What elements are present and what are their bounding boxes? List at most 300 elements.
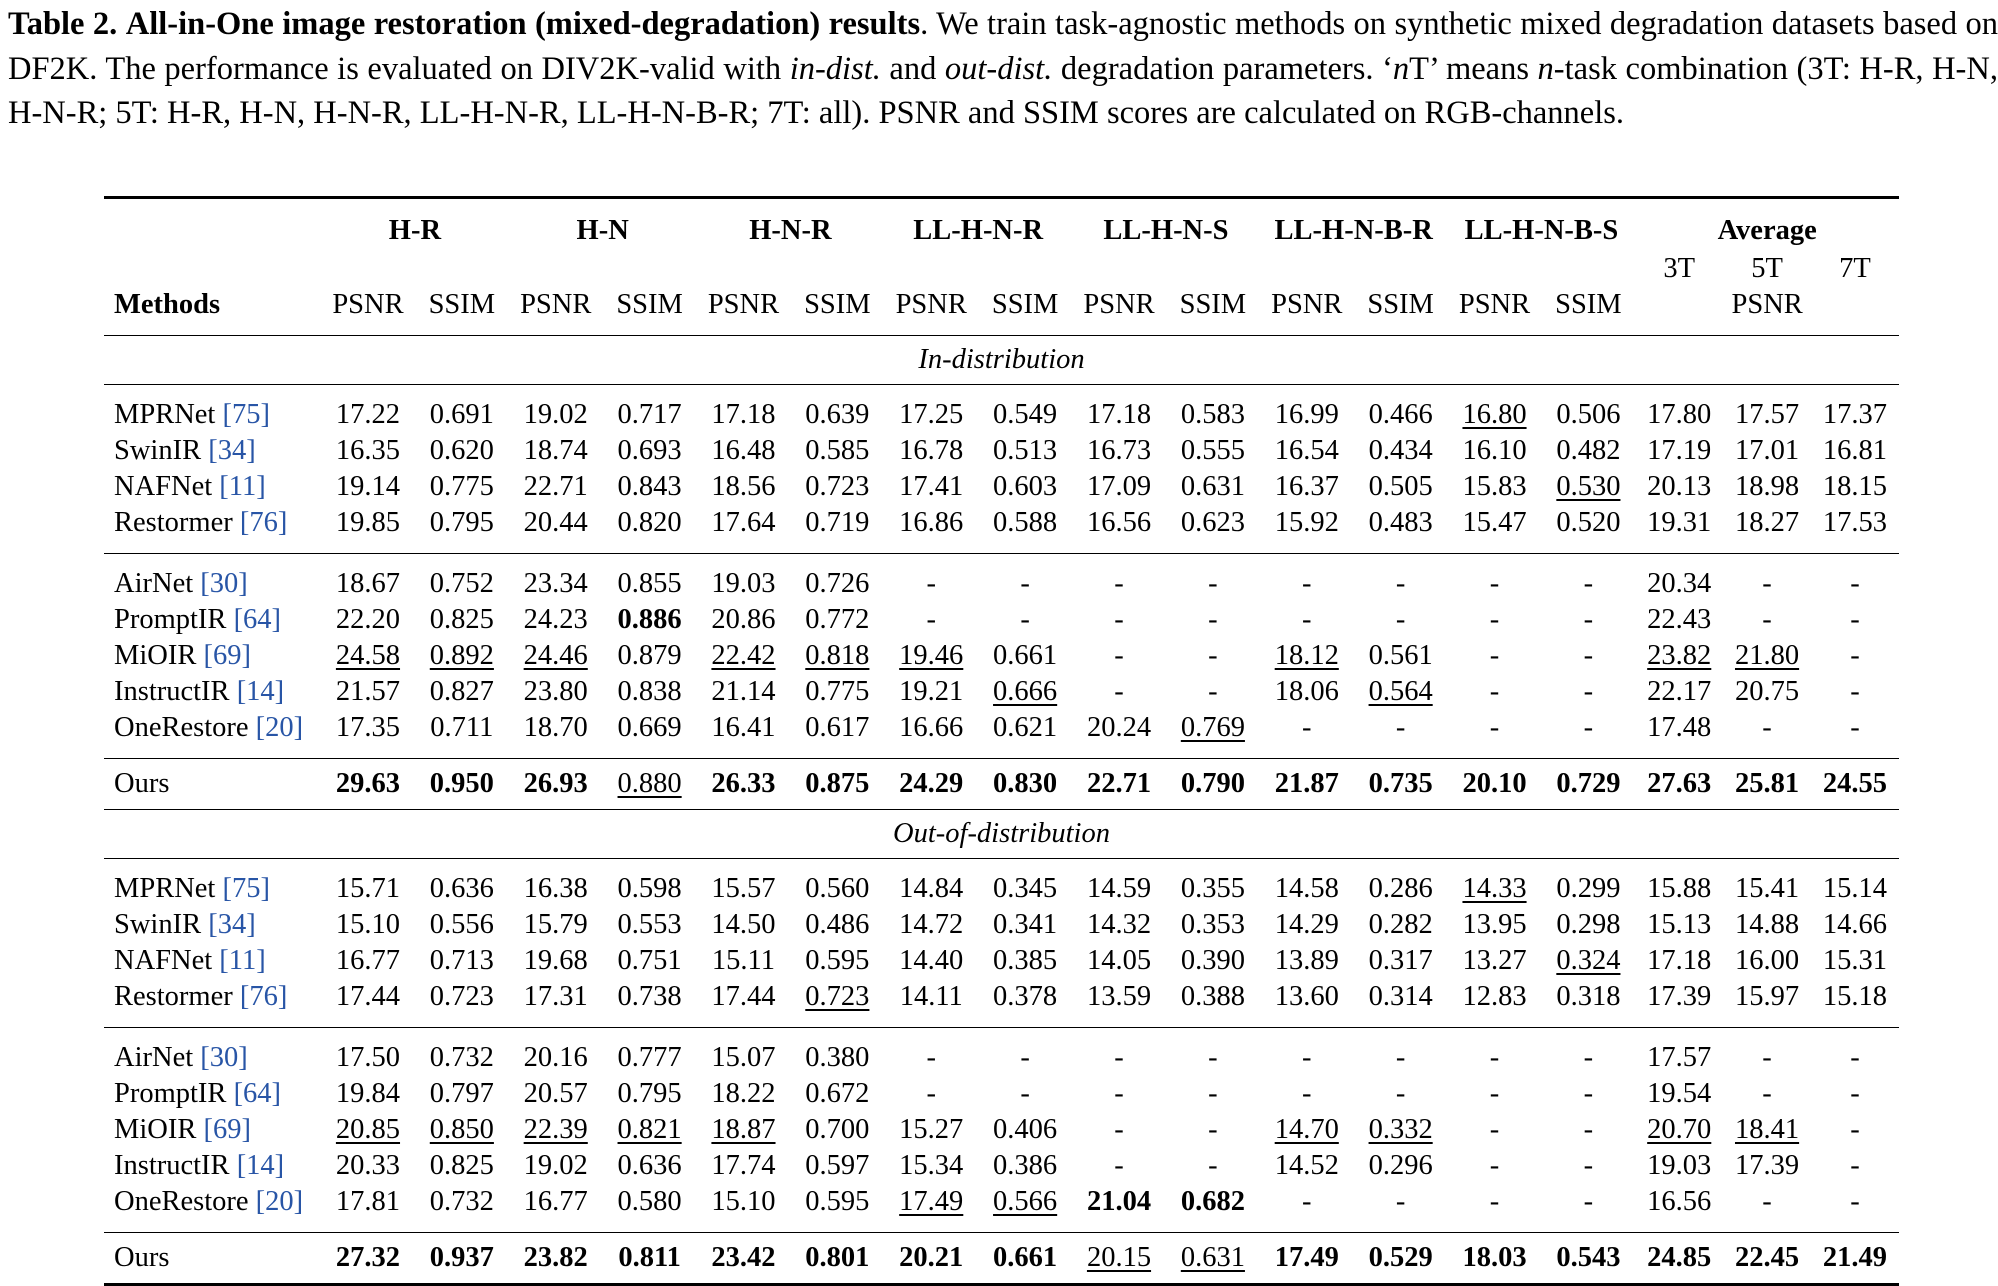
cell-value: 15.31 (1822, 945, 1888, 976)
value-cell (1354, 710, 1448, 759)
cell-value: 12.83 (1462, 981, 1527, 1012)
cell-value: 19.54 (1647, 1078, 1712, 1109)
value-cell (1166, 1233, 1260, 1285)
value-cell (884, 943, 978, 979)
value-cell (1166, 943, 1260, 979)
value-cell (603, 710, 697, 759)
value-cell (1260, 554, 1354, 603)
value-cell (697, 907, 791, 943)
value-cell (415, 433, 509, 469)
value-cell (603, 602, 697, 638)
cell-value: 21.87 (1274, 768, 1339, 799)
cell-value: 14.29 (1274, 909, 1339, 940)
value-cell (603, 907, 697, 943)
value-cell (790, 433, 884, 469)
value-cell (1811, 505, 1899, 554)
value-cell (1635, 1112, 1723, 1148)
value-cell (321, 505, 415, 554)
citation-link[interactable]: [11] (219, 945, 266, 976)
cell-value: 22.20 (335, 604, 401, 635)
cell-value: - (1302, 1042, 1312, 1073)
value-cell (1723, 1148, 1811, 1184)
cell-value: - (1489, 1186, 1500, 1217)
cell-value: 17.09 (1086, 471, 1152, 502)
citation-link[interactable]: [64] (233, 1078, 282, 1109)
cell-value: - (1302, 1186, 1312, 1217)
cell-value: 0.317 (1368, 945, 1433, 976)
cell-value: 26.93 (523, 768, 588, 799)
value-cell (1541, 554, 1635, 603)
cell-value: 17.74 (711, 1150, 776, 1181)
cell-value: - (1395, 1042, 1406, 1073)
cell-value: - (926, 568, 936, 599)
value-cell (790, 979, 884, 1028)
value-cell (1260, 433, 1354, 469)
value-cell (1541, 469, 1635, 505)
cell-value: - (1850, 568, 1860, 599)
cell-value: 17.35 (335, 712, 401, 743)
value-cell (1072, 674, 1166, 710)
cell-value: - (1020, 1078, 1030, 1109)
table-caption (8, 2, 1998, 136)
col-group-header: H-N-R (697, 198, 885, 252)
value-cell (415, 469, 509, 505)
value-cell (321, 385, 415, 434)
value-cell (1072, 469, 1166, 505)
method-name: PromptIR (114, 604, 227, 635)
cell-value: 19.02 (523, 1150, 588, 1181)
value-cell (603, 385, 697, 434)
cell-value: 0.751 (617, 945, 682, 976)
value-cell (1541, 1148, 1635, 1184)
value-cell (415, 710, 509, 759)
value-cell (1635, 1184, 1723, 1233)
cell-value: 0.553 (617, 909, 682, 940)
value-cell (509, 1028, 603, 1077)
metric-header: SSIM (804, 289, 871, 320)
caption-text: -task combination (3T: H-R, H-N, H-N-R; 5T: H-R, H-N, H-N-R, LL-H-N-R, LL-H-N-B-R; 7T: all). PSNR and SSIM scores are calculated on RGB-channels. (8, 50, 1998, 131)
cell-value: 18.12 (1274, 640, 1339, 671)
citation-link[interactable]: [69] (203, 640, 251, 671)
cell-value: 17.31 (523, 981, 588, 1012)
value-cell (1723, 1112, 1811, 1148)
value-cell (509, 979, 603, 1028)
cell-value: 19.02 (523, 399, 588, 430)
table-row (104, 469, 1899, 505)
cell-value: 24.55 (1822, 768, 1888, 799)
cell-value: 15.88 (1647, 873, 1712, 904)
value-cell (1723, 433, 1811, 469)
col-group-header: H-N (509, 198, 697, 252)
cell-value: 0.713 (429, 945, 494, 976)
value-cell (1354, 674, 1448, 710)
cell-value: 15.18 (1822, 981, 1888, 1012)
value-cell (884, 907, 978, 943)
citation-link[interactable]: [69] (203, 1114, 251, 1145)
cell-value: 17.48 (1647, 712, 1712, 743)
cell-value: 0.505 (1368, 471, 1433, 502)
value-cell (1166, 979, 1260, 1028)
value-cell (1448, 505, 1542, 554)
value-cell (1260, 710, 1354, 759)
method-name: PromptIR (114, 1078, 227, 1109)
citation-link[interactable]: [11] (219, 471, 266, 502)
value-cell (1166, 1028, 1260, 1077)
value-cell (509, 602, 603, 638)
cell-value: 0.345 (993, 873, 1058, 904)
citation-link[interactable]: [34] (208, 909, 256, 940)
cell-value: 0.723 (805, 981, 870, 1012)
caption-text: degradation parameters. ‘ (1052, 50, 1393, 87)
cell-value: 0.560 (805, 873, 870, 904)
value-cell (321, 554, 415, 603)
cell-value: 0.672 (805, 1078, 870, 1109)
cell-value: 14.40 (899, 945, 964, 976)
cell-value: 0.598 (617, 873, 682, 904)
value-cell (1541, 505, 1635, 554)
cell-value: - (1208, 1150, 1218, 1181)
cell-value: 0.583 (1180, 399, 1245, 430)
cell-value: 22.39 (523, 1114, 588, 1145)
cell-value: 0.772 (805, 604, 870, 635)
method-name-cell (104, 674, 321, 710)
value-cell (697, 1233, 791, 1285)
value-cell (415, 1148, 509, 1184)
cell-value: 17.41 (899, 471, 964, 502)
value-cell (321, 1028, 415, 1077)
value-cell (697, 1076, 791, 1112)
cell-value: 18.22 (711, 1078, 776, 1109)
cell-value: - (1583, 1114, 1594, 1145)
value-cell (1260, 907, 1354, 943)
table-row (104, 1028, 1899, 1077)
cell-value: 16.77 (335, 945, 401, 976)
cell-value: 14.72 (899, 909, 964, 940)
cell-value: - (926, 1078, 936, 1109)
value-cell (415, 907, 509, 943)
col-group-header: LL-H-N-B-R (1260, 198, 1448, 252)
value-cell (321, 710, 415, 759)
cell-value: 21.14 (711, 676, 776, 707)
cell-value: 18.03 (1462, 1242, 1527, 1273)
value-cell (978, 433, 1072, 469)
value-cell (884, 638, 978, 674)
method-name: OneRestore (114, 1186, 249, 1217)
citation-link[interactable]: [30] (200, 568, 248, 599)
value-cell (790, 1148, 884, 1184)
value-cell (1448, 1112, 1542, 1148)
method-name: Ours (104, 759, 321, 810)
avg-col-header: 7T (1839, 253, 1871, 284)
method-name: SwinIR (114, 435, 202, 466)
cell-value: 0.561 (1368, 640, 1433, 671)
caption-text: . We train task-agnostic methods on synthetic mixed degradation datasets based on DF2K. The performance is evaluated on DIV2K-valid with (8, 6, 1998, 87)
table-row (104, 1076, 1899, 1112)
cell-value: 16.81 (1822, 435, 1888, 466)
value-cell (884, 1233, 978, 1285)
value-cell (1448, 469, 1542, 505)
cell-value: 15.79 (523, 909, 588, 940)
col-group-header: LL-H-N-B-S (1448, 198, 1636, 252)
value-cell (1635, 979, 1723, 1028)
value-cell (884, 554, 978, 603)
table-body (104, 336, 1899, 1285)
results-table (104, 196, 1899, 1286)
cell-value: - (1114, 604, 1124, 635)
value-cell (978, 602, 1072, 638)
value-cell (978, 1148, 1072, 1184)
cell-value: 20.44 (523, 507, 588, 538)
value-cell (1354, 469, 1448, 505)
value-cell (1723, 979, 1811, 1028)
cell-value: 15.97 (1734, 981, 1800, 1012)
value-cell (603, 979, 697, 1028)
cell-value: - (1583, 1042, 1594, 1073)
cell-value: 17.57 (1647, 1042, 1712, 1073)
cell-value: - (1850, 1114, 1860, 1145)
cell-value: - (1114, 640, 1124, 671)
cell-value: 0.937 (429, 1242, 494, 1273)
table-row (104, 1184, 1899, 1233)
table-row (104, 1112, 1899, 1148)
citation-link[interactable]: [64] (233, 604, 282, 635)
cell-value: 0.585 (805, 435, 870, 466)
table-row (104, 907, 1899, 943)
value-cell (415, 1233, 509, 1285)
value-cell (1448, 907, 1542, 943)
value-cell (1072, 859, 1166, 908)
value-cell (415, 638, 509, 674)
caption-out-dist: out-dist. (944, 50, 1053, 87)
citation-link[interactable]: [75] (222, 873, 270, 904)
cell-value: - (1850, 1078, 1860, 1109)
value-cell (509, 554, 603, 603)
cell-value: 29.63 (335, 768, 401, 799)
value-cell (1635, 602, 1723, 638)
value-cell (415, 1028, 509, 1077)
cell-value: 0.875 (805, 768, 870, 799)
value-cell (790, 505, 884, 554)
value-cell (1166, 638, 1260, 674)
method-name: SwinIR (114, 909, 202, 940)
cell-value: 0.623 (1180, 507, 1245, 538)
method-name: AirNet (114, 568, 194, 599)
cell-value: - (1762, 568, 1772, 599)
cell-value: 20.16 (523, 1042, 588, 1073)
value-cell (1448, 1184, 1542, 1233)
cell-value: - (1583, 1078, 1594, 1109)
cell-value: 14.52 (1274, 1150, 1339, 1181)
cell-value: - (1020, 568, 1030, 599)
cell-value: 17.22 (335, 399, 401, 430)
metric-header: PSNR (895, 289, 967, 320)
cell-value: 0.880 (617, 768, 682, 799)
method-name-cell (104, 710, 321, 759)
value-cell (1354, 1028, 1448, 1077)
value-cell (321, 943, 415, 979)
method-name-cell (104, 859, 321, 908)
citation-link[interactable]: [34] (208, 435, 256, 466)
citation-link[interactable]: [30] (200, 1042, 248, 1073)
cell-value: - (1208, 1078, 1218, 1109)
header-cell (321, 251, 1635, 287)
cell-value: 17.81 (335, 1186, 401, 1217)
value-cell (603, 1233, 697, 1285)
value-cell (1354, 859, 1448, 908)
cell-value: 16.66 (899, 712, 964, 743)
cell-value: 14.58 (1274, 873, 1339, 904)
value-cell (697, 979, 791, 1028)
value-cell (697, 1112, 791, 1148)
cell-value: - (1850, 604, 1860, 635)
method-name: InstructIR (114, 1150, 230, 1181)
cell-value: 18.41 (1734, 1114, 1800, 1145)
cell-value: - (1302, 604, 1312, 635)
cell-value: 0.299 (1556, 873, 1621, 904)
cell-value: 18.98 (1734, 471, 1800, 502)
cell-value: - (1114, 1078, 1124, 1109)
cell-value: 22.45 (1734, 1242, 1800, 1273)
cell-value: 15.07 (711, 1042, 776, 1073)
value-cell (790, 1028, 884, 1077)
cell-value: 0.390 (1180, 945, 1245, 976)
value-cell (884, 1076, 978, 1112)
value-cell (509, 505, 603, 554)
value-cell (1166, 907, 1260, 943)
cell-value: 13.59 (1086, 981, 1152, 1012)
value-cell (321, 979, 415, 1028)
cell-value: - (1208, 640, 1218, 671)
cell-value: 14.59 (1086, 873, 1152, 904)
value-cell (884, 602, 978, 638)
value-cell (509, 1112, 603, 1148)
value-cell (697, 674, 791, 710)
cell-value: 19.46 (899, 640, 964, 671)
value-cell (509, 1184, 603, 1233)
value-cell (978, 469, 1072, 505)
value-cell (697, 505, 791, 554)
cell-value: - (1489, 1114, 1500, 1145)
cell-value: 0.661 (993, 1242, 1058, 1273)
value-cell (790, 1233, 884, 1285)
value-cell (1635, 859, 1723, 908)
cell-value: 17.57 (1734, 399, 1800, 430)
cell-value: 20.86 (711, 604, 776, 635)
citation-link[interactable]: [76] (239, 981, 288, 1012)
cell-value: 15.71 (335, 873, 401, 904)
cell-value: 15.34 (899, 1150, 964, 1181)
value-cell (1448, 554, 1542, 603)
cell-value: 17.19 (1647, 435, 1712, 466)
value-cell (509, 1233, 603, 1285)
value-cell (603, 505, 697, 554)
cell-value: 0.386 (993, 1150, 1058, 1181)
value-cell (884, 859, 978, 908)
cell-value: 16.86 (899, 507, 964, 538)
citation-link[interactable]: [14] (236, 676, 285, 707)
value-cell (509, 469, 603, 505)
cell-value: 27.63 (1647, 768, 1712, 799)
cell-value: - (1850, 1186, 1860, 1217)
citation-link[interactable]: [76] (239, 507, 288, 538)
cell-value: 0.801 (805, 1242, 870, 1273)
value-cell (603, 554, 697, 603)
cell-value: 0.790 (1180, 768, 1245, 799)
value-cell (1354, 1148, 1448, 1184)
value-cell (978, 979, 1072, 1028)
cell-value: 18.70 (523, 712, 588, 743)
citation-link[interactable]: [20] (255, 712, 304, 743)
method-name-cell (104, 1112, 321, 1148)
cell-value: 17.37 (1822, 399, 1888, 430)
cell-value: 21.57 (335, 676, 401, 707)
cell-value: 14.11 (899, 981, 963, 1012)
citation-link[interactable]: [14] (236, 1150, 285, 1181)
cell-value: 0.691 (429, 399, 494, 430)
cell-value: - (1302, 712, 1312, 743)
value-cell (1072, 1148, 1166, 1184)
value-cell (1166, 433, 1260, 469)
cell-value: - (1020, 604, 1030, 635)
value-cell (1811, 1233, 1899, 1285)
cell-value: - (1114, 1150, 1124, 1181)
value-cell (603, 469, 697, 505)
method-name-cell (104, 554, 321, 603)
value-cell (790, 943, 884, 979)
cell-value: 23.80 (523, 676, 588, 707)
cell-value: 0.775 (805, 676, 870, 707)
value-cell (603, 1112, 697, 1148)
method-name: MiOIR (114, 1114, 197, 1145)
value-cell (1635, 1233, 1723, 1285)
cell-value: - (1114, 1042, 1124, 1073)
citation-link[interactable]: [75] (222, 399, 270, 430)
metric-header: PSNR (1083, 289, 1155, 320)
cell-value: 0.700 (805, 1114, 870, 1145)
value-cell (790, 859, 884, 908)
col-group-header: LL-H-N-S (1072, 198, 1260, 252)
cell-value: 13.27 (1462, 945, 1527, 976)
cell-value: - (1583, 1186, 1594, 1217)
value-cell (1354, 554, 1448, 603)
cell-value: 15.41 (1734, 873, 1800, 904)
value-cell (790, 1112, 884, 1148)
value-cell (321, 674, 415, 710)
cell-value: 16.77 (523, 1186, 588, 1217)
section-title: Out-of-distribution (104, 810, 1899, 859)
cell-value: 0.332 (1368, 1114, 1433, 1145)
cell-value: 0.735 (1368, 768, 1433, 799)
citation-link[interactable]: [20] (255, 1186, 304, 1217)
value-cell (884, 1028, 978, 1077)
value-cell (790, 554, 884, 603)
value-cell (1448, 638, 1542, 674)
value-cell (1541, 1184, 1635, 1233)
cell-value: 16.35 (335, 435, 401, 466)
value-cell (884, 759, 978, 810)
cell-value: 0.282 (1368, 909, 1433, 940)
method-name: Ours (104, 1233, 321, 1285)
cell-value: 23.42 (711, 1242, 776, 1273)
value-cell (978, 759, 1072, 810)
value-cell (884, 979, 978, 1028)
cell-value: 19.03 (711, 568, 776, 599)
cell-value: 0.378 (993, 981, 1058, 1012)
cell-value: 0.820 (617, 507, 682, 538)
cell-value: - (1395, 604, 1406, 635)
value-cell (509, 674, 603, 710)
value-cell (415, 554, 509, 603)
